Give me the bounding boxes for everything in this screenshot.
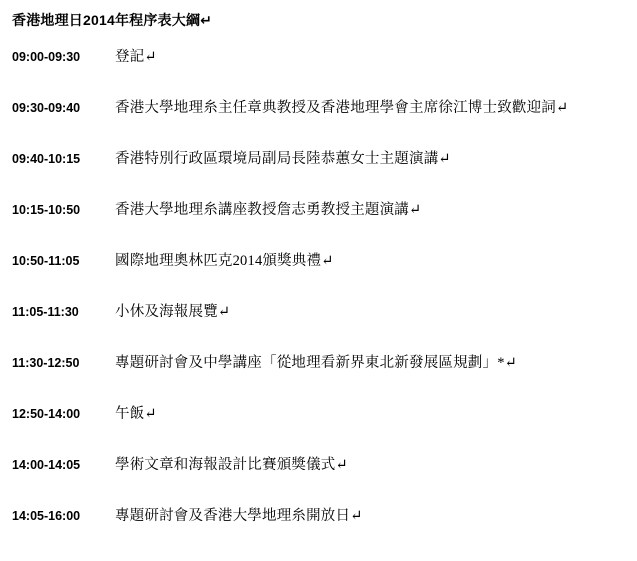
- row-description: 香港大學地理糸主任章典教授及香港地理學會主席徐江博士致歡迎詞↵: [115, 100, 569, 116]
- table-row: [10, 405, 627, 456]
- row-description: 國際地理奧林匹克2014頒獎典禮↵: [115, 253, 334, 269]
- table-row: [10, 201, 627, 252]
- row-time: 09:40-10:15: [12, 152, 81, 166]
- row-time: 11:30-12:50: [12, 356, 80, 370]
- row-description: 專題研討會及中學講座「從地理看新界東北新發展區規劃」*↵: [115, 355, 517, 371]
- table-row: [10, 252, 627, 303]
- row-description: 香港大學地理糸講座教授詹志勇教授主題演講↵: [115, 202, 422, 218]
- row-description: 學術文章和海報設計比賽頒獎儀式↵: [115, 457, 348, 473]
- row-description: 專題研討會及香港大學地理糸開放日↵: [115, 508, 363, 524]
- row-description: 香港特別行政區環境局副局長陸恭蕙女士主題演講↵: [115, 151, 451, 167]
- table-row: [10, 303, 627, 354]
- row-description: 小休及海報展覽↵: [115, 304, 231, 320]
- table-row: [10, 150, 627, 201]
- row-time: 14:00-14:05: [12, 458, 81, 472]
- row-time: 10:15-10:50: [12, 203, 81, 217]
- table-row: [10, 99, 627, 150]
- row-time: 12:50-14:00: [12, 407, 81, 421]
- row-time: 10:50-11:05: [12, 254, 80, 268]
- schedule-list: [10, 48, 627, 558]
- row-time: 14:05-16:00: [12, 509, 81, 523]
- table-row: [10, 48, 627, 99]
- row-time: 09:30-09:40: [12, 101, 81, 115]
- table-row: [10, 354, 627, 405]
- row-description: 登記↵: [115, 49, 157, 65]
- table-row: [10, 507, 627, 558]
- row-time: 09:00-09:30: [12, 50, 81, 64]
- table-row: [10, 456, 627, 507]
- row-description: 午飯↵: [115, 406, 157, 422]
- page-title: 香港地理日2014年程序表大綱↵: [12, 12, 213, 28]
- row-time: 11:05-11:30: [12, 305, 79, 319]
